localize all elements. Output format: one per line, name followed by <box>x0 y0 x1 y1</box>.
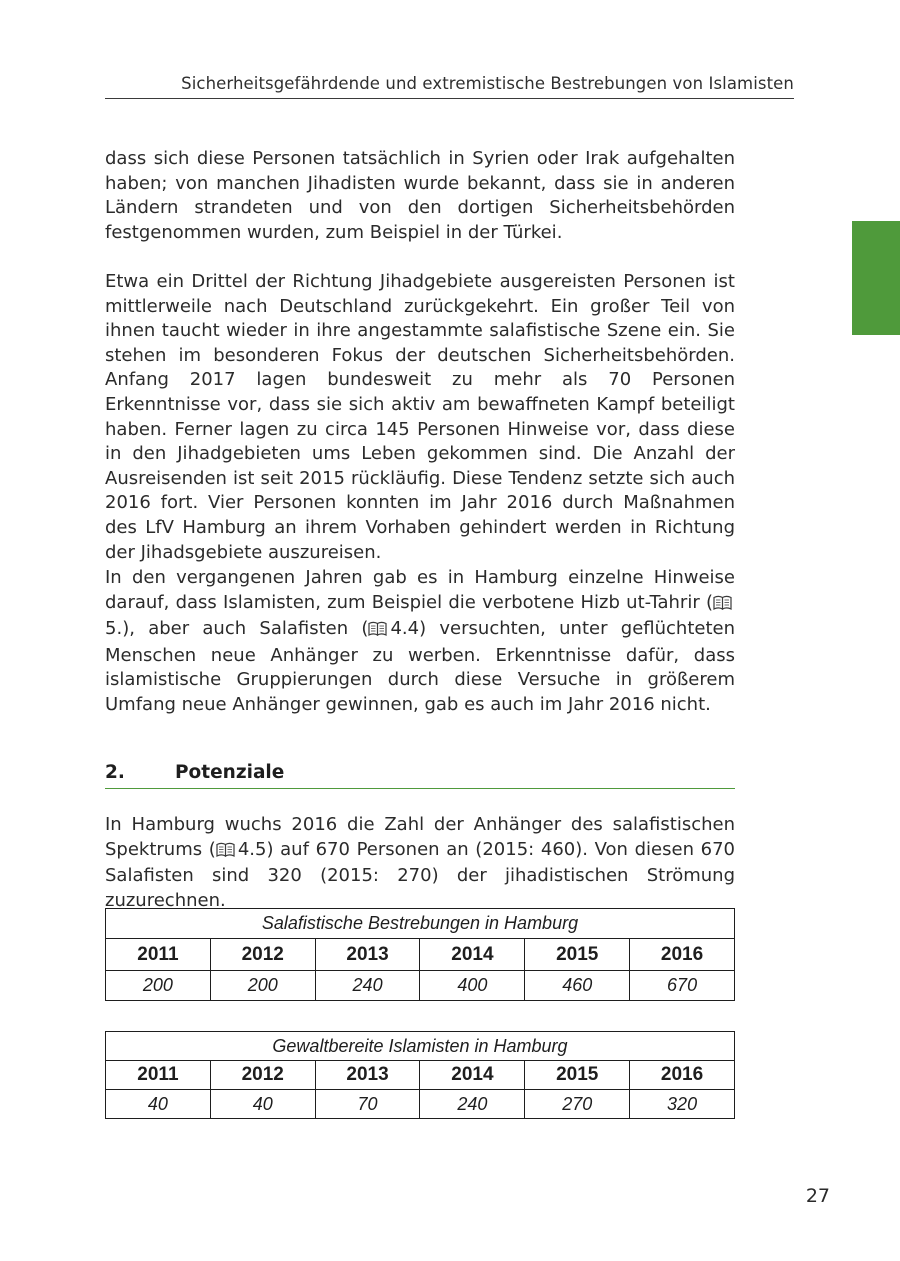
cross-reference-link[interactable]: 5. <box>105 618 123 640</box>
paragraph-3-text-b: ), aber auch Salafisten ( <box>122 618 369 640</box>
year-cell: 2013 <box>315 939 420 971</box>
table-value-row <box>106 1090 735 1119</box>
book-reference-icon <box>368 619 387 644</box>
running-header: Sicherheitsgefährdende und extremistische Bestrebungen von Islamisten <box>181 74 794 93</box>
year-cell: 2012 <box>210 939 315 971</box>
section-title: Potenziale <box>175 762 285 783</box>
value-cell: 320 <box>630 1090 735 1119</box>
year-cell: 2011 <box>106 1061 211 1090</box>
section-number: 2. <box>105 762 125 783</box>
paragraph-2: Etwa ein Drittel der Richtung Jihadgebiete ausgereisten Personen ist mittlerweile nach Deutschland zurückgekehrt. Ein großer Teil von ihnen taucht wieder in ihre angestammte salafistische Szene ein. Sie stehen im besonderen Fokus der deutschen Sicherheitsbehörden. Anfang 2017 lagen bundesweit zu mehr als 70 Personen Erkenntnisse vor, dass sie sich aktiv am bewaffneten Kampf beteiligt haben. Ferner lagen zu circa 145 Personen Hinweise vor, dass diese in den Jihadgebieten ums Leben gekommen sind. Die Anzahl der Ausreisenden ist seit 2015 rückläufig. Diese Tendenz setzte sich auch 2016 fort. Vier Personen konnten im Jahr 2016 durch Maßnahmen des LfV Hamburg an ihrem Vorhaben gehindert werden in Richtung der Jihadsgebiete auszureisen. <box>105 271 735 563</box>
value-cell: 240 <box>420 1090 525 1119</box>
book-reference-icon <box>713 593 732 618</box>
year-cell: 2016 <box>630 1061 735 1090</box>
value-cell: 400 <box>420 971 525 1001</box>
paragraph-3-text-c: ) versuchten, unter geflüchteten Menschen neue Anhänger zu werben. Erkenntnisse dafür, dass islamistische Gruppierungen durch diese Versuche in größerem Umfang neue Anhänger gewinnen, gab es auch im Jahr 2016 nicht. <box>105 618 735 715</box>
table-year-row <box>106 1061 735 1090</box>
value-cell: 670 <box>630 971 735 1001</box>
year-cell: 2014 <box>420 939 525 971</box>
violent-islamists-table <box>105 1031 735 1119</box>
value-cell: 240 <box>315 971 420 1001</box>
chapter-tab-marker <box>852 221 900 335</box>
value-cell: 70 <box>315 1090 420 1119</box>
value-cell: 200 <box>210 971 315 1001</box>
value-cell: 40 <box>210 1090 315 1119</box>
table-caption: Salafistische Bestrebungen in Hamburg <box>106 909 735 939</box>
cross-reference-link[interactable]: 4.5 <box>237 838 267 860</box>
paragraph-1: dass sich diese Personen tatsächlich in Syrien oder Irak aufgehalten haben; von manchen Jihadisten wurde bekannt, dass sie in anderen Ländern strandeten und von den dortigen Sicherheitsbehörden festgenommen wurden, zum Beispiel in der Türkei. <box>105 148 735 243</box>
table-year-row <box>106 939 735 971</box>
year-cell: 2013 <box>315 1061 420 1090</box>
year-cell: 2015 <box>525 939 630 971</box>
salafist-table <box>105 908 735 1001</box>
table-value-row <box>106 971 735 1001</box>
paragraph-4-text-a: In Hamburg wuchs 2016 die Zahl der Anhänger des salafistischen Spektrums ( <box>105 814 735 860</box>
value-cell: 270 <box>525 1090 630 1119</box>
page-number: 27 <box>805 1185 830 1207</box>
section-heading <box>105 762 735 783</box>
section-heading-rule <box>105 788 735 789</box>
value-cell: 460 <box>525 971 630 1001</box>
year-cell: 2016 <box>630 939 735 971</box>
value-cell: 200 <box>106 971 211 1001</box>
paragraph-3 <box>105 566 735 718</box>
value-cell: 40 <box>106 1090 211 1119</box>
year-cell: 2014 <box>420 1061 525 1090</box>
paragraph-4 <box>105 813 735 913</box>
paragraph-3-text-a: In den vergangenen Jahren gab es in Hamburg einzelne Hinweise darauf, dass Islamisten, zum Beispiel die verbotene Hizb ut-Tahrir ( <box>105 567 735 613</box>
year-cell: 2012 <box>210 1061 315 1090</box>
book-reference-icon <box>216 840 235 865</box>
header-rule <box>105 98 794 99</box>
year-cell: 2015 <box>525 1061 630 1090</box>
year-cell: 2011 <box>106 939 211 971</box>
cross-reference-link[interactable]: 4.4 <box>390 618 420 640</box>
paragraph-4-text-b: ) auf 670 Personen an (2015: 460). Von diesen 670 Salafisten sind 320 (2015: 270) der jihadistischen Strömung zuzurechnen. <box>105 838 735 911</box>
table-caption: Gewaltbereite Islamisten in Hamburg <box>106 1032 735 1061</box>
